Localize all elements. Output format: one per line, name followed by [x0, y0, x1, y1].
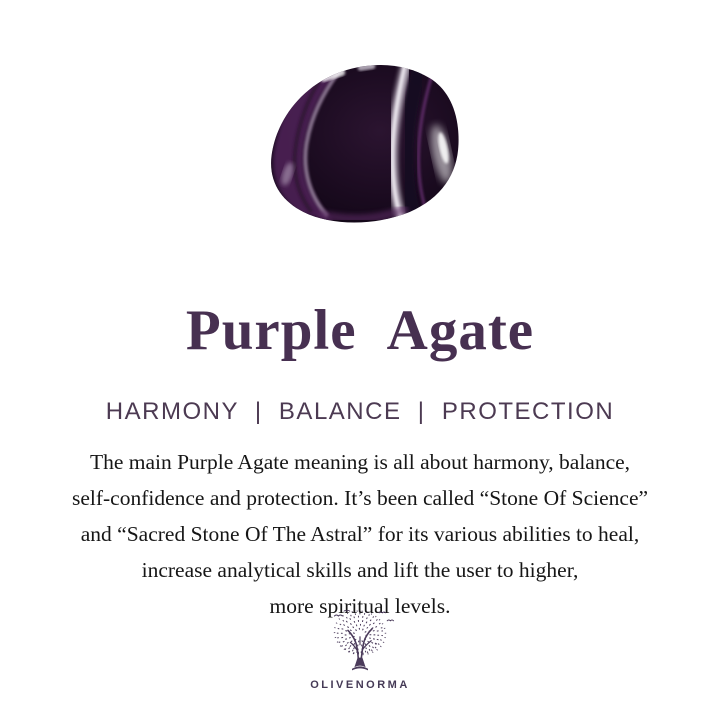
description-line: and “Sacred Stone Of The Astral” for its various abilities to heal,: [80, 522, 640, 546]
description-line: self-confidence and protection. It’s been called “Stone Of Science”: [71, 486, 649, 510]
brand-name: OLIVENORMA: [310, 679, 410, 691]
purple-agate-stone-graphic: [258, 56, 463, 228]
purple-agate-photo: [258, 56, 463, 228]
page-title: Purple Agate: [185, 299, 535, 362]
description: [0, 444, 720, 624]
description-line: increase analytical skills and lift the user to higher,: [141, 558, 579, 582]
brand-logo: [0, 608, 720, 691]
tagline: HARMONY | BALANCE | PROTECTION: [105, 398, 615, 425]
description-line: more spiritual levels.: [269, 594, 451, 618]
description-line: The main Purple Agate meaning is all about harmony, balance,: [89, 450, 631, 474]
olive-tree-icon: [320, 608, 400, 676]
